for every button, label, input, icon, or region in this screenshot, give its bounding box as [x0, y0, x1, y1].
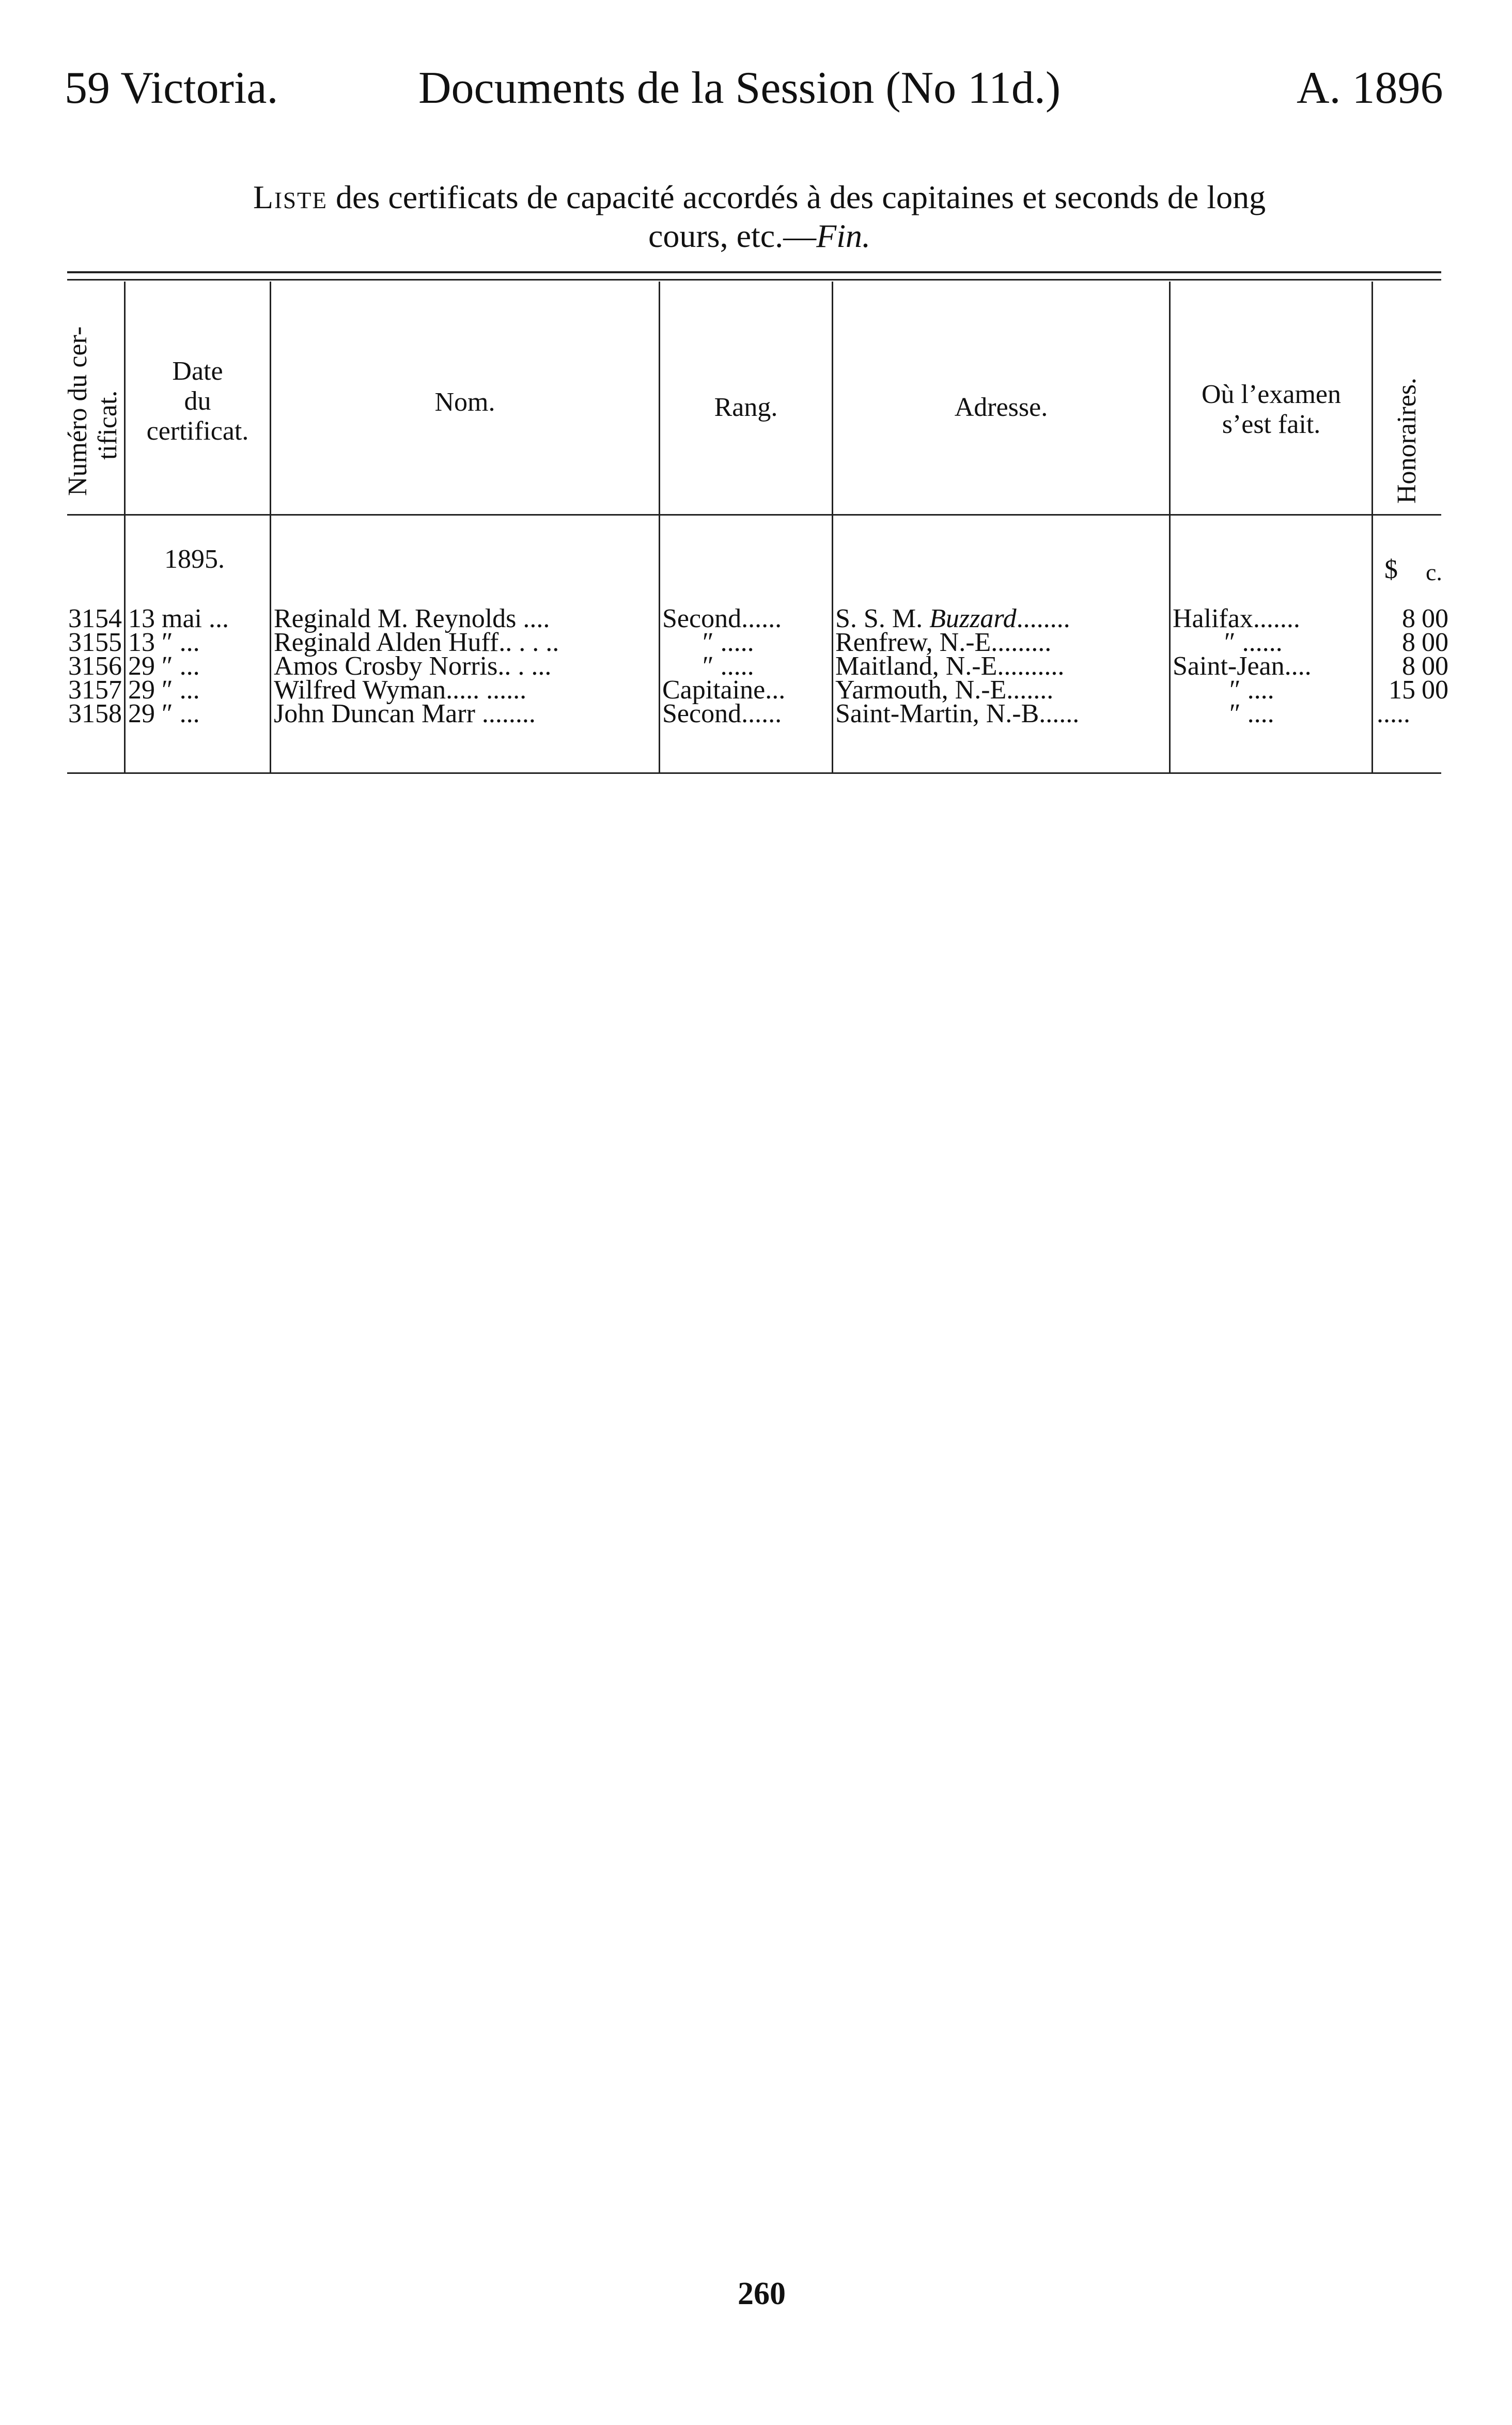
cell-date: 29 ″ ... [128, 651, 200, 681]
col-header-numero-line1: Numéro du cer- [63, 326, 92, 496]
cell-cents: 00 [1422, 604, 1448, 633]
session-year: 59 Victoria. [65, 63, 278, 113]
cell-nom: Reginald Alden Huff.. . . .. [274, 628, 559, 657]
currency-cents: c. [1426, 559, 1442, 585]
cell-cents: 00 [1422, 651, 1448, 681]
cell-numero: 3158 [68, 699, 122, 728]
col-header-numero [63, 289, 123, 496]
table-top-rule [67, 271, 1441, 273]
col-sep-2 [270, 282, 271, 772]
cell-dollars: 8 [1402, 604, 1415, 633]
col-header-examen-line2: s’est fait. [1222, 410, 1321, 439]
col-sep-3 [659, 282, 660, 772]
cell-numero: 3154 [68, 604, 122, 633]
header-rule [67, 514, 1441, 516]
year-label: 1895. [164, 545, 225, 574]
col-header-date [127, 356, 269, 446]
col-sep-6 [1371, 282, 1373, 772]
cell-date: 29 ″ ... [128, 699, 200, 728]
currency-dollar: $ [1384, 555, 1398, 584]
col-header-numero-line2: tificat. [93, 390, 122, 460]
cell-adresse-leader: ........ [1016, 604, 1070, 633]
col-header-examen [1171, 380, 1372, 440]
col-header-nom: Nom. [434, 387, 495, 417]
cell-rang: Capitaine... [662, 675, 786, 705]
list-title-line1 [88, 178, 1431, 216]
cell-adresse: Saint-Martin, N.-B...... [835, 699, 1080, 728]
cell-cents: ..... [1377, 699, 1410, 728]
col-header-date-line2: du [184, 386, 211, 416]
page-number: 260 [738, 2276, 786, 2311]
cell-dollars: 15 [1389, 675, 1415, 705]
cell-numero: 3157 [68, 675, 122, 705]
col-sep-5 [1169, 282, 1171, 772]
document-year: A. 1896 [1297, 63, 1443, 113]
cell-lieu: Halifax....... [1173, 604, 1300, 633]
cell-adresse-ship: Buzzard [929, 604, 1017, 633]
cell-date: 29 ″ ... [128, 675, 200, 705]
cell-nom: Amos Crosby Norris.. . ... [274, 651, 552, 681]
cell-rang: Second...... [662, 604, 782, 633]
cell-lieu: ″ ...... [1224, 628, 1283, 657]
cell-dollars: 8 [1402, 651, 1415, 681]
document-title: Documents de la Session (No 11d.) [418, 63, 1061, 113]
col-header-rang: Rang. [714, 393, 778, 422]
list-title-line2 [88, 217, 1431, 255]
list-title-rest: des certificats de capacité accordés à des capitaines et seconds de long [336, 179, 1266, 215]
cell-adresse-text: S. S. M. [835, 604, 930, 633]
table-bottom-rule [67, 772, 1441, 774]
cell-lieu: Saint-Jean.... [1173, 651, 1312, 681]
cell-lieu: ″ .... [1229, 699, 1274, 728]
cell-date: 13 ″ ... [128, 628, 200, 657]
cell-adresse: Yarmouth, N.-E....... [835, 675, 1054, 705]
list-title-line2-text: cours, etc.— [648, 217, 817, 254]
cell-dollars: 8 [1402, 628, 1415, 657]
table-top-rule-2 [67, 279, 1441, 281]
col-header-examen-line1: Où l’examen [1201, 380, 1341, 409]
cell-nom: Reginald M. Reynolds .... [274, 604, 550, 633]
col-sep-1 [124, 282, 126, 772]
cell-rang: Second...... [662, 699, 782, 728]
cell-adresse: Maitland, N.-E.......... [835, 651, 1065, 681]
list-title-fin: Fin. [816, 217, 871, 254]
col-header-date-line3: certificat. [146, 416, 249, 446]
cell-lieu: ″ .... [1229, 675, 1274, 705]
cell-adresse: Renfrew, N.-E......... [835, 628, 1052, 657]
cell-rang: ″ ..... [703, 651, 754, 681]
list-title-lead: Liste [253, 179, 328, 215]
cell-cents: 00 [1422, 628, 1448, 657]
col-sep-4 [832, 282, 833, 772]
cell-cents: 00 [1422, 675, 1448, 705]
col-header-adresse: Adresse. [954, 393, 1048, 422]
cell-numero: 3156 [68, 651, 122, 681]
cell-rang: ″ ..... [703, 628, 754, 657]
cell-nom: John Duncan Marr ........ [274, 699, 536, 728]
col-header-date-line1: Date [172, 356, 223, 386]
cell-numero: 3155 [68, 628, 122, 657]
cell-date: 13 mai ... [128, 604, 229, 633]
cell-nom: Wilfred Wyman..... ...... [274, 675, 527, 705]
col-header-honoraires: Honoraires. [1392, 377, 1422, 504]
